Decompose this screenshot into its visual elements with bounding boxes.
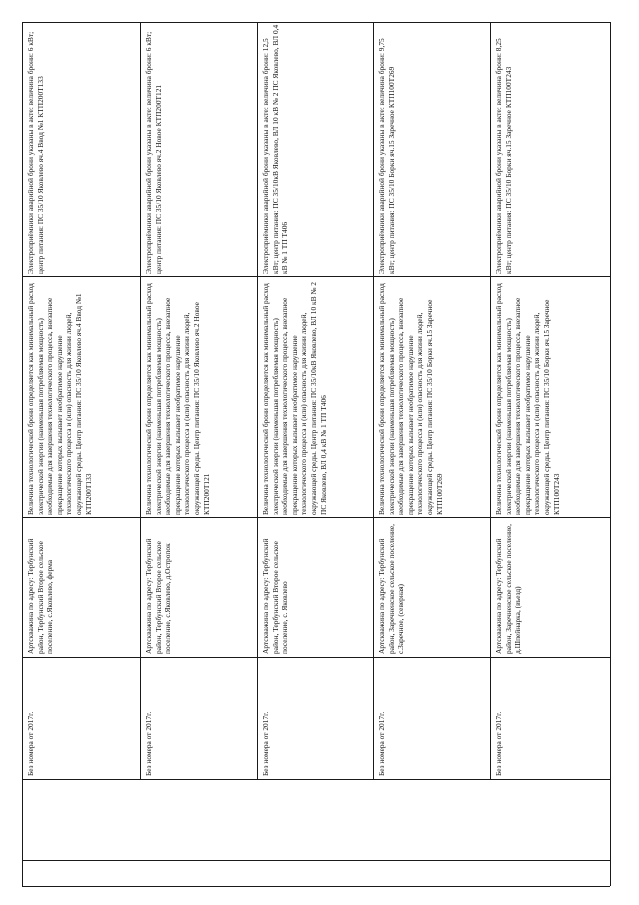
row-1-definition: Величина технологической брони определяется как минимальный расход электрической энергии (наименьшая потребляемая мощность) необходимые для завершения технологического процесса, внезапное прекращение которых вызывает необратимое нарушение технологического процесса и (или) опасность для жизни людей, окружающей среды. Центр питания: ПС 35/10 Яковлево яч.4 Ввод №1 КТП200Т133 [26,283,93,515]
row-4-reserve: Электроприёмники аварийной брони указаны в акте: величина брони: 9,75 кВт; центр питания: ПС 35/10 Борки яч.15 Заречное КТП100Т269 [377,38,396,274]
table-border-right [610,22,611,779]
row-5-number: Без номера от 2017г. [494,711,503,776]
row-5-address: Артскважина по адресу: Тербунский район, Заречненское сельское поселение, д.Шпейнарка, (въезд) [494,524,523,654]
row-4-number: Без номера от 2017г. [377,711,386,776]
row-1-address: Артскважина по адресу: Тербунский район, Тербунский Второе сельское поселение, с.Яковлево, ферма [26,538,55,654]
row-3-number: Без номера от 2017г. [261,711,270,776]
row-5-definition: Величина технологической брони определяется как минимальный расход электрической энергии (наименьшая потребляемая мощность) необходимые для завершения технологического процесса, внезапное прекращение которых вызывает необратимое нарушение технологического процесса и (или) опасность для жизни людей, окружающей среды. Центр питания: ПС 35/10 Борки яч.15 Заречное КТП100Т243 [494,283,561,515]
row-3-address: Артскважина по адресу: Тербунский район, Тербунский Второе сельское поселение, с. Яковлево [261,538,290,654]
row-3-reserve: Электроприёмники аварийной брони указаны в акте: величина брони: 12,5 кВт; центр питания: ПС 35/10кВ Яковлево, ВЛ 10 кВ № 2 ПС Яковлево, ВЛ 0,4 кВ № 1 ТП Т406 [261,24,290,274]
row-4-definition: Величина технологической брони определяется как минимальный расход электрической энергии (наименьшая потребляемая мощность) необходимые для завершения технологического процесса, внезапное прекращение которых вызывает необратимое нарушение технологического процесса и (или) опасность для жизни людей, окружающей среды. Центр питания: ПС 35/10 Борки яч.15 Заречное КТП100Т269 [377,283,444,515]
row-1-number: Без номера от 2017г. [26,711,35,776]
row-2-reserve: Электроприёмники аварийной брони указаны в акте: величина брони: 6 кВт; центр питания: ПС 35/10 Яковлево яч.2 Новое КТП200Т121 [144,31,163,274]
row-5-reserve: Электроприёмники аварийной брони указаны в акте: величина брони: 8,25 кВт; центр питания: ПС 35/10 Борки яч.15 Заречное КТП100Т243 [494,38,513,274]
ruled-line [22,860,610,861]
ruled-line-right [610,779,611,886]
row-4-address: Артскважина по адресу: Тербунский район, Заречненское сельское поселение, с.Заречное, (северная) [377,524,406,654]
row-1-reserve: Электроприёмники аварийной брони указаны в акте: величина брони: 6 кВт; центр питания: ПС 35/10 Яковлево яч.4 Ввод №1 КТП200Т133 [26,31,45,274]
ruled-line-left [22,779,23,886]
table-border-bottom [22,779,610,780]
row-3-definition: Величина технологической брони определяется как минимальный расход электрической энергии (наименьшая потребляемая мощность) необходимые для завершения технологического процесса, внезапное прекращение которых вызывает необратимое нарушение технологического процесса и (или) опасность для жизни людей, окружающей среды. Центр питания: ПС 35/10кВ Яковлево, ВЛ 10 кВ № 2 ПС Яковлево, ВЛ 0,4 кВ № 1 ТП Т406 [261,282,328,515]
row-2-address: Артскважина по адресу: Тербунский район, Тербунский Второе сельское поселение, с.Яковлево, д.Остропок [144,538,173,654]
row-2-definition: Величина технологической брони определяется как минимальный расход электрической энергии (наименьшая потребляемая мощность) необходимые для завершения технологического процесса, внезапное прекращение которых вызывает необратимое нарушение технологического процесса и (или) опасность для жизни людей, окружающей среды. Центр питания: ПС 35/10 Яковлево яч.2 Новое КТП200Т121 [144,283,211,515]
row-2-number: Без номера от 2017г. [144,711,153,776]
ruled-line [22,886,610,887]
